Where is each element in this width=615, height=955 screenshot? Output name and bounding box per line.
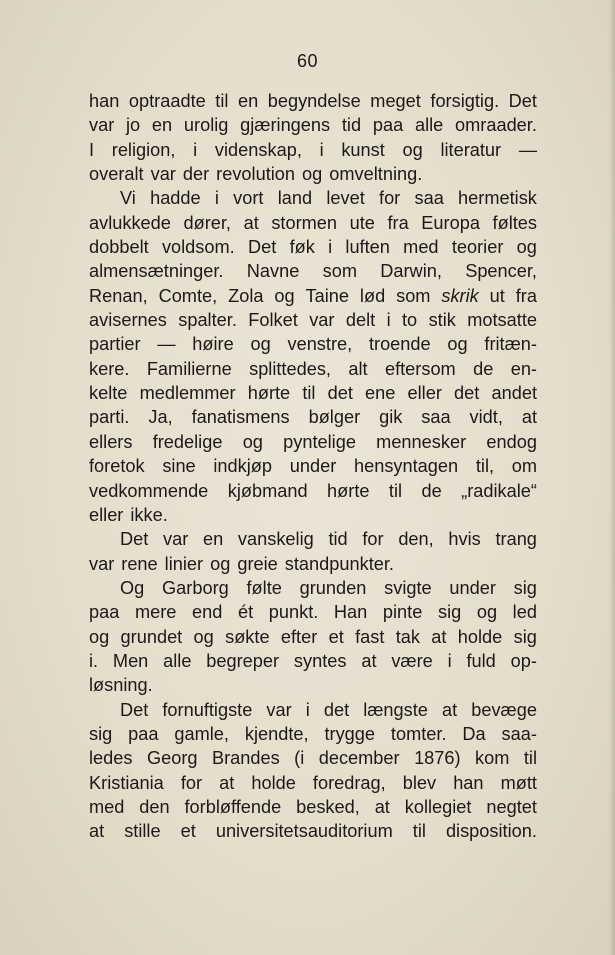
- word: land: [277, 188, 313, 209]
- word: under: [449, 577, 496, 598]
- word: (i: [294, 748, 305, 769]
- word: eller: [407, 383, 442, 404]
- text-line: [89, 454, 537, 478]
- word: i: [447, 650, 452, 671]
- word: saa-: [501, 723, 537, 744]
- word: avisernes: [89, 310, 167, 331]
- word: splittedes,: [249, 358, 331, 379]
- word: tid: [341, 115, 362, 136]
- word: længste: [363, 699, 428, 720]
- word: endog: [486, 431, 537, 452]
- word: kollegiet: [404, 796, 472, 817]
- word: ene: [365, 383, 396, 404]
- text-line: [89, 259, 537, 283]
- word: i: [319, 139, 324, 160]
- word: vidt,: [469, 407, 503, 428]
- word: sine: [162, 456, 196, 477]
- word: levet: [326, 188, 365, 209]
- word: foretok: [89, 456, 145, 477]
- word: i: [386, 310, 391, 331]
- word: grundet: [120, 626, 183, 647]
- text-line: [89, 527, 537, 551]
- word: Zola: [228, 285, 264, 306]
- word: greie: [237, 553, 278, 574]
- word: led: [512, 602, 537, 623]
- word: omraader.: [455, 115, 537, 136]
- word: føltes: [492, 212, 537, 233]
- text-line: [89, 746, 537, 770]
- page-edge-shadow: [609, 0, 615, 955]
- word: Familierne: [146, 358, 232, 379]
- word: literatur: [440, 139, 502, 160]
- word: til: [215, 91, 229, 111]
- word: til: [302, 383, 316, 404]
- word: ute: [349, 212, 375, 233]
- word: følte: [246, 577, 282, 598]
- word: stille: [124, 821, 161, 842]
- word: et: [328, 626, 344, 647]
- text-line: [89, 211, 537, 235]
- word: holde: [457, 626, 503, 647]
- page-number: 60: [296, 51, 319, 71]
- word: vort: [233, 188, 264, 209]
- word: fredelige: [152, 431, 223, 452]
- word: en: [202, 529, 224, 550]
- word: til,: [475, 456, 495, 477]
- word: begreper: [206, 650, 280, 671]
- word: de: [473, 358, 494, 379]
- word: kere.: [89, 358, 130, 379]
- word: spalter.: [178, 310, 237, 331]
- word: saa: [421, 407, 451, 428]
- word: det: [327, 383, 353, 404]
- word: til: [388, 480, 403, 501]
- word: teorier: [451, 237, 504, 258]
- word: og: [193, 626, 214, 647]
- word: negtet: [486, 796, 537, 817]
- word: voldsom.: [161, 237, 235, 258]
- text-line: [89, 235, 537, 259]
- word: var: [309, 310, 335, 331]
- word: bevæge: [471, 699, 537, 720]
- word: føk: [289, 237, 315, 258]
- word: „radikale“: [461, 480, 537, 501]
- word: at: [219, 772, 235, 793]
- word: ledes: [89, 748, 133, 769]
- word: at: [89, 821, 105, 842]
- word: hadde: [150, 188, 201, 209]
- word: Ja,: [148, 407, 173, 428]
- word: den,: [398, 529, 434, 550]
- text-line: [89, 771, 537, 795]
- word: gjæringens: [240, 115, 331, 136]
- word: begyndelse: [267, 91, 361, 111]
- word: skrik: [441, 285, 479, 306]
- word: Det: [508, 91, 537, 111]
- word: Folket: [248, 310, 298, 331]
- word: kjøbmand: [227, 480, 308, 501]
- word: Spencer,: [465, 261, 537, 282]
- text-line: [89, 430, 537, 454]
- word: til: [412, 821, 426, 842]
- word: efter: [280, 626, 318, 647]
- word: urolig: [183, 115, 229, 136]
- word: tak: [395, 626, 420, 647]
- word: møtt: [500, 772, 537, 793]
- word: Europa: [421, 212, 480, 233]
- word: vedkommende: [89, 480, 209, 501]
- text-line: [89, 722, 537, 746]
- word: ut: [489, 285, 505, 306]
- text-line: [89, 284, 537, 308]
- word: linier: [164, 553, 204, 574]
- word: hørte: [247, 383, 291, 404]
- word: Men: [112, 650, 149, 671]
- word: sig: [513, 626, 537, 647]
- word: ikke.: [130, 504, 168, 525]
- word: optraadte: [128, 91, 206, 111]
- word: tomter.: [390, 723, 447, 744]
- word: pyntelige: [283, 431, 356, 452]
- word: videnskap,: [214, 139, 302, 160]
- word: syntes: [293, 650, 347, 671]
- text-line: [89, 113, 537, 137]
- word: indkjøp: [213, 456, 273, 477]
- word: saa: [414, 188, 444, 209]
- word: og: [250, 334, 271, 355]
- word: og: [274, 285, 295, 306]
- word: og: [210, 553, 231, 574]
- word: og: [242, 431, 263, 452]
- word: for: [180, 772, 203, 793]
- word: Navne: [246, 261, 300, 282]
- word: Det: [247, 237, 277, 258]
- word: i.: [89, 650, 99, 671]
- word: religion,: [111, 139, 176, 160]
- text-line: [89, 186, 537, 210]
- word: som: [322, 261, 357, 282]
- word: kom: [475, 748, 510, 769]
- word: Det: [120, 699, 149, 720]
- word: avlukkede: [89, 212, 171, 233]
- word: paa: [372, 115, 404, 136]
- text-line: [89, 819, 537, 843]
- word: parti.: [89, 407, 130, 428]
- word: omveltning.: [329, 164, 423, 185]
- text-line: [89, 162, 537, 186]
- word: Taine: [305, 285, 350, 306]
- word: blev: [402, 772, 437, 793]
- text-line: [89, 381, 537, 405]
- text-line: [89, 625, 537, 649]
- word: forbløffende: [184, 796, 282, 817]
- word: som: [396, 285, 431, 306]
- word: disposition.: [445, 821, 537, 842]
- word: ellers: [89, 431, 133, 452]
- word: og: [89, 626, 110, 647]
- text-line: [89, 698, 537, 722]
- word: mere: [134, 602, 177, 623]
- word: gamle,: [174, 723, 229, 744]
- word: sig: [437, 602, 462, 623]
- word: en-: [510, 358, 537, 379]
- text-line: [89, 332, 537, 356]
- word: der: [182, 164, 210, 185]
- word: om: [511, 456, 537, 477]
- word: grunden: [299, 577, 367, 598]
- word: han: [89, 91, 120, 111]
- word: jo: [126, 115, 141, 136]
- word: troende: [368, 334, 431, 355]
- word: for: [362, 529, 384, 550]
- word: alt: [348, 358, 368, 379]
- word: det: [454, 383, 480, 404]
- word: december: [318, 748, 400, 769]
- word: i: [193, 139, 198, 160]
- word: mennesker: [376, 431, 467, 452]
- word: kjendte,: [244, 723, 309, 744]
- word: sig: [89, 723, 113, 744]
- word: at: [374, 796, 390, 817]
- word: og: [476, 602, 498, 623]
- word: Og: [120, 577, 145, 598]
- word: bølger: [308, 407, 361, 428]
- word: at: [361, 650, 377, 671]
- word: i: [328, 237, 333, 258]
- body-text: [89, 89, 537, 844]
- word: og: [447, 334, 468, 355]
- word: dobbelt: [89, 237, 149, 258]
- word: og: [302, 164, 323, 185]
- word: Comte,: [158, 285, 218, 306]
- word: var: [89, 553, 115, 574]
- word: Han: [333, 602, 368, 623]
- word: han: [453, 772, 484, 793]
- word: forsigtig.: [430, 91, 500, 111]
- word: punkt.: [268, 602, 319, 623]
- word: stik: [428, 310, 456, 331]
- word: op-: [510, 650, 537, 671]
- word: Kristiania: [89, 772, 164, 793]
- text-line: [89, 673, 537, 697]
- word: høire: [192, 334, 234, 355]
- word: var: [150, 164, 176, 185]
- word: for: [379, 188, 401, 209]
- word: være: [391, 650, 433, 671]
- word: alle: [163, 650, 192, 671]
- word: universitetsauditorium: [215, 821, 393, 842]
- word: Brandes: [211, 748, 280, 769]
- word: tid: [328, 529, 348, 550]
- word: delt: [345, 310, 376, 331]
- word: standpunkter.: [284, 553, 394, 574]
- word: Darwin,: [380, 261, 442, 282]
- word: med: [89, 796, 125, 817]
- word: kelte: [89, 383, 128, 404]
- word: fra: [387, 212, 409, 233]
- word: hvis: [448, 529, 481, 550]
- word: i: [305, 699, 310, 720]
- word: i: [214, 188, 219, 209]
- text-line: [89, 795, 537, 819]
- text-line: [89, 479, 537, 503]
- word: var: [266, 699, 292, 720]
- word: paa: [89, 602, 120, 623]
- word: foredrag,: [312, 772, 386, 793]
- text-line: [89, 138, 537, 162]
- word: medlemmer: [139, 383, 236, 404]
- word: Georg: [146, 748, 198, 769]
- word: andet: [491, 383, 537, 404]
- word: et: [180, 821, 196, 842]
- word: fast: [355, 626, 385, 647]
- word: kunst: [341, 139, 385, 160]
- word: trygge: [324, 723, 376, 744]
- word: eftersom: [384, 358, 456, 379]
- word: løsning.: [89, 675, 153, 696]
- word: og: [402, 139, 423, 160]
- word: almensætninger.: [89, 261, 224, 282]
- word: var: [163, 529, 189, 550]
- text-line: [89, 357, 537, 381]
- word: —: [518, 139, 537, 160]
- word: pinte: [382, 602, 423, 623]
- word: Da: [462, 723, 486, 744]
- text-line: [89, 503, 537, 527]
- text-line: [89, 89, 537, 113]
- word: til: [523, 748, 537, 769]
- word: motsatte: [467, 310, 537, 331]
- word: hermetisk: [458, 188, 537, 209]
- word: vanskelig: [237, 529, 314, 550]
- word: hørte: [327, 480, 370, 501]
- word: Renan,: [89, 285, 148, 306]
- word: dører,: [183, 212, 231, 233]
- word: en: [151, 115, 173, 136]
- word: stormen: [271, 212, 338, 233]
- word: en: [237, 91, 259, 111]
- word: 1876): [414, 748, 461, 769]
- text-line: [89, 600, 537, 624]
- text-line: [89, 552, 537, 576]
- word: svigte: [384, 577, 432, 598]
- word: eller: [89, 504, 124, 525]
- word: Det: [120, 529, 149, 550]
- text-line: [89, 308, 537, 332]
- word: lød: [359, 285, 386, 306]
- word: paa: [128, 723, 159, 744]
- word: luften: [345, 237, 390, 258]
- word: end: [192, 602, 223, 623]
- word: sig: [513, 577, 537, 598]
- word: trang: [495, 529, 537, 550]
- word: ét: [237, 602, 254, 623]
- text-line: [89, 405, 537, 429]
- word: partier: [89, 334, 141, 355]
- word: at: [442, 699, 458, 720]
- word: at: [243, 212, 259, 233]
- word: de: [421, 480, 442, 501]
- word: var: [89, 115, 115, 136]
- word: meget: [370, 91, 421, 111]
- word: fornuftigste: [162, 699, 253, 720]
- word: fuld: [466, 650, 496, 671]
- word: to: [402, 310, 418, 331]
- word: det: [323, 699, 350, 720]
- word: rene: [121, 553, 158, 574]
- text-line: [89, 576, 537, 600]
- word: alle: [414, 115, 444, 136]
- word: Garborg: [162, 577, 229, 598]
- word: fritæn-: [484, 334, 537, 355]
- word: overalt: [89, 164, 144, 185]
- word: fra: [515, 285, 537, 306]
- word: venstre,: [287, 334, 353, 355]
- text-line: [89, 649, 537, 673]
- word: søkte: [225, 626, 270, 647]
- word: at: [521, 407, 537, 428]
- word: med: [403, 237, 439, 258]
- word: under: [289, 456, 337, 477]
- word: revolution: [216, 164, 296, 185]
- word: holde: [251, 772, 296, 793]
- word: fanatismens: [191, 407, 290, 428]
- word: at: [431, 626, 447, 647]
- word: —: [157, 334, 176, 355]
- word: I: [89, 139, 95, 160]
- word: besked,: [296, 796, 360, 817]
- word: Vi: [120, 188, 136, 209]
- word: og: [516, 237, 537, 258]
- word: hensyntagen: [353, 456, 459, 477]
- word: gik: [379, 407, 403, 428]
- word: den: [139, 796, 170, 817]
